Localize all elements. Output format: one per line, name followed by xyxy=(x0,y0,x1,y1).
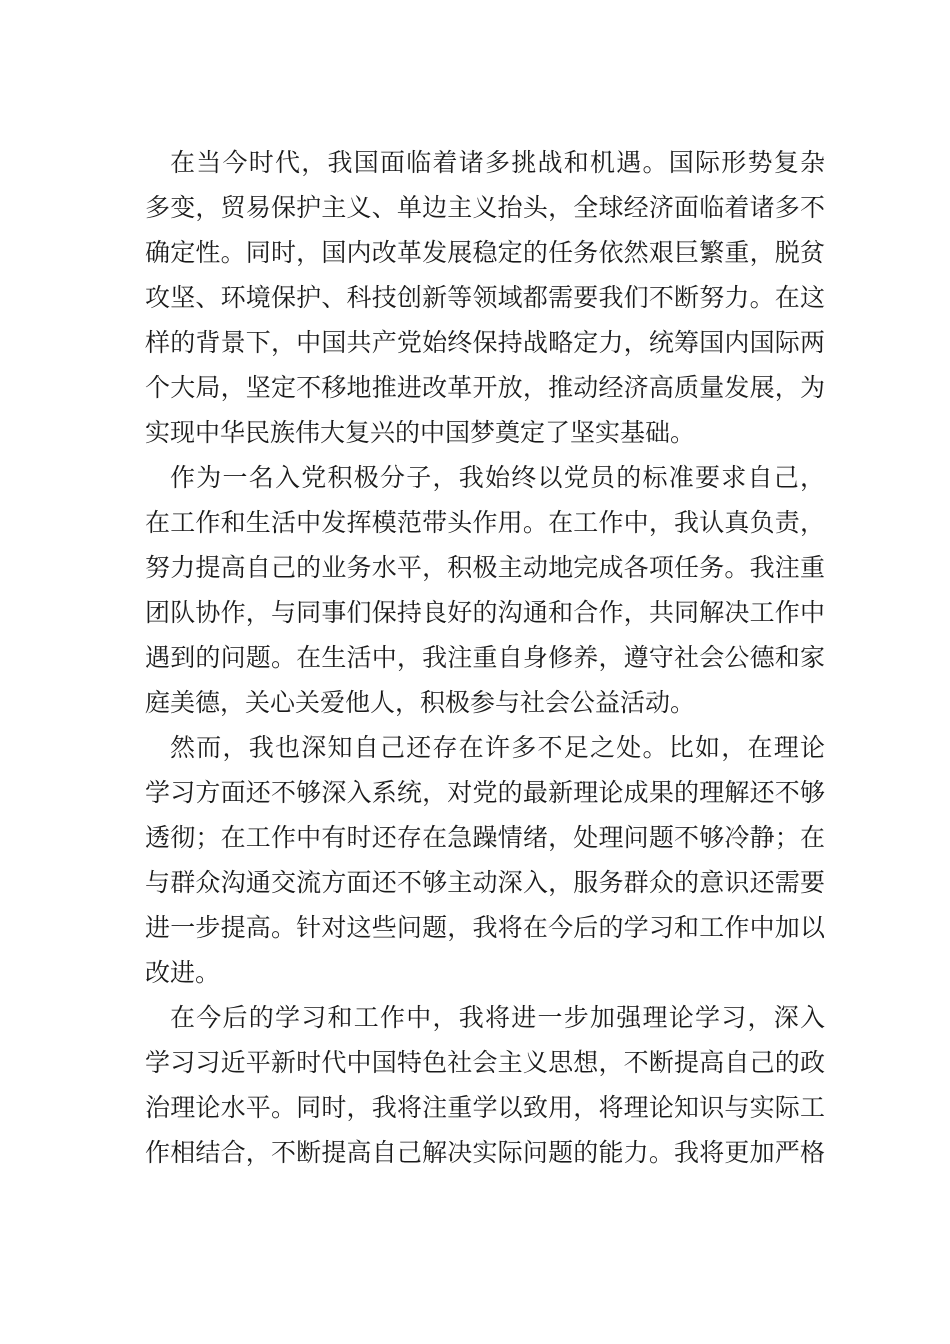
paragraph-1 xyxy=(145,140,825,455)
paragraph-line: 遇到的问题。在生活中，我注重自身修养，遵守社会公德和家 xyxy=(145,643,825,672)
paragraph-line: 作相结合，不断提高自己解决实际问题的能力。我将更加严格 xyxy=(145,1138,825,1167)
paragraph-2 xyxy=(145,455,825,725)
paragraph-line: 攻坚、环境保护、科技创新等领域都需要我们不断努力。在这 xyxy=(145,283,825,312)
paragraph-line: 在今后的学习和工作中，我将进一步加强理论学习，深入 xyxy=(170,1003,825,1032)
paragraph-line: 在工作和生活中发挥模范带头作用。在工作中，我认真负责， xyxy=(145,508,825,537)
paragraph-line: 实现中华民族伟大复兴的中国梦奠定了坚实基础。 xyxy=(145,418,696,447)
document-body xyxy=(145,140,825,1175)
paragraph-line: 作为一名入党积极分子，我始终以党员的标准要求自己， xyxy=(170,463,825,492)
paragraph-line: 多变，贸易保护主义、单边主义抬头，全球经济面临着诸多不 xyxy=(145,193,825,222)
paragraph-line: 透彻；在工作中有时还存在急躁情绪，处理问题不够冷静；在 xyxy=(145,823,825,852)
paragraph-line: 样的背景下，中国共产党始终保持战略定力，统筹国内国际两 xyxy=(145,328,825,357)
paragraph-line: 团队协作，与同事们保持良好的沟通和合作，共同解决工作中 xyxy=(145,598,825,627)
paragraph-line: 改进。 xyxy=(145,958,221,987)
paragraph-line: 学习习近平新时代中国特色社会主义思想，不断提高自己的政 xyxy=(145,1048,825,1077)
paragraph-line: 确定性。同时，国内改革发展稳定的任务依然艰巨繁重，脱贫 xyxy=(145,238,825,267)
paragraph-line: 然而，我也深知自己还存在许多不足之处。比如，在理论 xyxy=(170,733,825,762)
paragraph-line: 学习方面还不够深入系统，对党的最新理论成果的理解还不够 xyxy=(145,778,825,807)
paragraph-4 xyxy=(145,995,825,1175)
paragraph-line: 个大局，坚定不移地推进改革开放，推动经济高质量发展，为 xyxy=(145,373,825,402)
paragraph-line: 努力提高自己的业务水平，积极主动地完成各项任务。我注重 xyxy=(145,553,825,582)
paragraph-line: 进一步提高。针对这些问题，我将在今后的学习和工作中加以 xyxy=(145,913,825,942)
paragraph-line: 治理论水平。同时，我将注重学以致用，将理论知识与实际工 xyxy=(145,1093,825,1122)
paragraph-line: 在当今时代，我国面临着诸多挑战和机遇。国际形势复杂 xyxy=(170,148,825,177)
paragraph-3 xyxy=(145,725,825,995)
paragraph-line: 与群众沟通交流方面还不够主动深入，服务群众的意识还需要 xyxy=(145,868,825,897)
paragraph-line: 庭美德，关心关爱他人，积极参与社会公益活动。 xyxy=(145,688,696,717)
